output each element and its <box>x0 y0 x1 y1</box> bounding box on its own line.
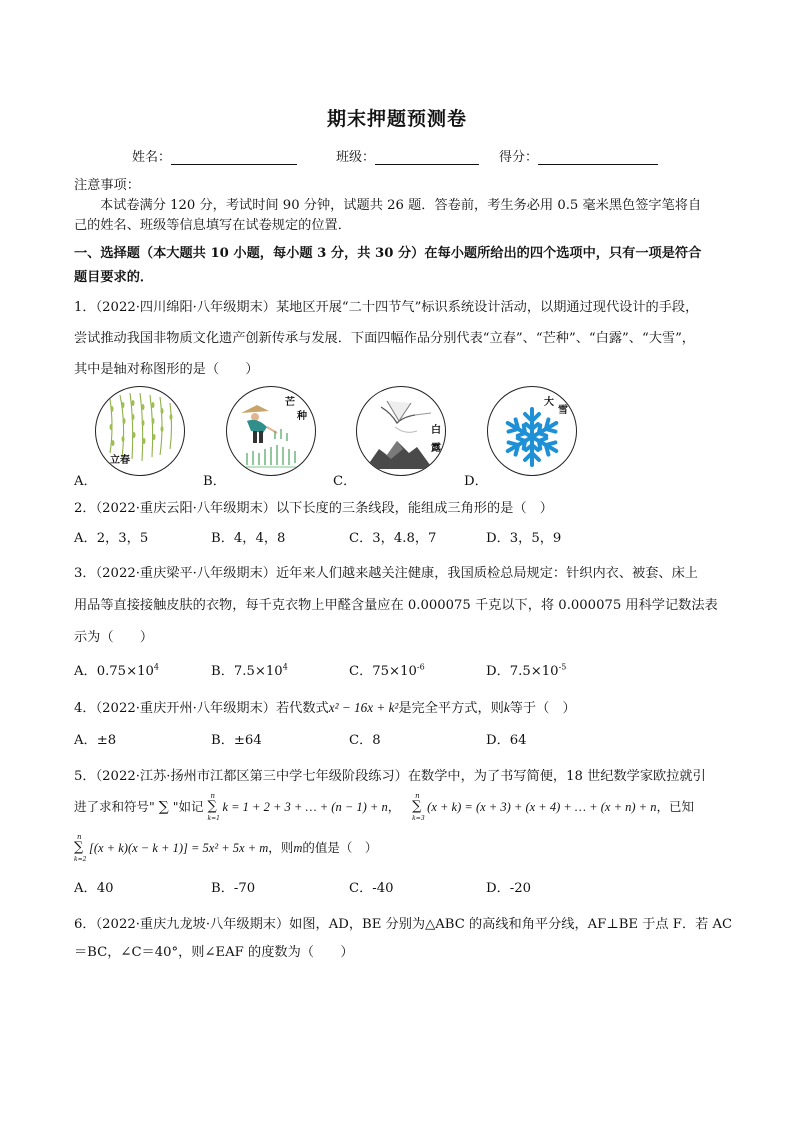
question-5-line-1: 5．（2022·江苏·扬州市江都区第三中学七年级阶段练习）在数学中，为了书写简便，18 世纪数学家欧拉就引 <box>74 769 706 784</box>
q5-expression-3: [(x + k)(x − k + 1)] = 5x² + 5x + m <box>88 841 269 855</box>
q1-option-d-label[interactable]: D． <box>464 474 488 489</box>
bailu-caption-2: 露 <box>431 443 441 454</box>
name-label: 姓名： <box>132 150 172 165</box>
question-4 <box>74 697 576 716</box>
q3-line-1: 3．（2022·重庆梁平·八年级期末）近年来人们越来越关注健康，我国质检总局规定：针织内衣、被套、床上 <box>74 566 698 581</box>
section-1-line-2: 题目要求的． <box>74 270 154 285</box>
question-6 <box>74 911 734 967</box>
q4-variable: k <box>503 700 510 715</box>
q2-option-b[interactable]: B．4，4，8 <box>211 531 286 546</box>
q4-suffix: 等于（ ） <box>509 701 576 716</box>
name-blank[interactable] <box>171 152 297 165</box>
q3-option-d[interactable]: D．$7.5\times 10^{-5}$ <box>486 662 567 679</box>
mangzhong-caption-1: 芒 <box>285 397 295 408</box>
q2-option-d[interactable]: D．3，5，9 <box>486 531 562 546</box>
name-field[interactable] <box>132 146 297 165</box>
notice-line-2: 己的姓名、班级等信息填写在试卷规定的位置． <box>74 218 351 233</box>
notice-heading: 注意事项： <box>74 178 140 193</box>
mangzhong-image <box>226 386 316 476</box>
q6-line-1: 6．（2022·重庆九龙坡·八年级期末）如图，AD，BE 分别为△ABC 的高线和角平分线，AF⊥BE 于点 F．若 AC <box>74 917 733 932</box>
q5-option-a[interactable]: A．40 <box>74 881 114 896</box>
class-label: 班级： <box>336 150 376 165</box>
q1-option-b-label[interactable]: B． <box>203 474 226 489</box>
question-5-line-3: n ∑ k=2 [(x + k)(x − k + 1)] = 5x² + 5x + m，则m的值是（ ） <box>74 832 378 863</box>
sum-k3: n ∑ k=3 <box>412 791 425 822</box>
q3-line-3: 示为（ ） <box>74 630 154 645</box>
q3-option-c[interactable]: C．$75\times 10^{-6}$ <box>349 662 425 679</box>
section-1-heading <box>74 242 734 290</box>
q1-line-3: 其中是轴对称图形的是（ ） <box>74 362 259 377</box>
class-field[interactable] <box>336 146 479 165</box>
question-3 <box>74 558 734 654</box>
sigma-symbol: ∑ <box>158 799 169 815</box>
score-blank[interactable] <box>538 152 658 165</box>
q4-option-c[interactable]: C．8 <box>349 733 381 748</box>
sum-k1: n ∑ k=1 <box>207 791 220 822</box>
question-1 <box>74 292 734 385</box>
q3-option-a[interactable]: A．$0.75\times 10^4$ <box>74 662 159 679</box>
q4-option-a[interactable]: A．±8 <box>74 733 117 748</box>
q2-option-a[interactable]: A．2，3，5 <box>74 531 149 546</box>
q2-stem: 2．（2022·重庆云阳·八年级期末）以下长度的三条线段，能组成三角形的是（ ） <box>74 501 553 516</box>
notice-line-1: 本试卷满分 120 分，考试时间 90 分钟，试题共 26 题．答卷前，考生务必用 0.5 毫米黑色签字笔将自 <box>100 198 702 213</box>
q4-prefix: 4．（2022·重庆开州·八年级期末）若代数式 <box>74 701 329 716</box>
bailu-caption-1: 白 <box>431 425 441 436</box>
question-5-line-2: 进了求和符号" ∑ "如记 n ∑ k=1 k = 1 + 2 + 3 + … + (n − 1) + n， n ∑ k=3 (x + k) = (x + 3) + (x + 4) + … + (x + n) + n，已知 <box>74 791 694 822</box>
q1-line-1: 1．（2022·四川绵阳·八年级期末）某地区开展“二十四节气”标识系统设计活动，以期通过现代设计的手段， <box>74 300 699 315</box>
farmer-icon <box>227 387 315 475</box>
notice-block <box>74 176 734 236</box>
daxue-caption-1: 大 <box>544 397 554 408</box>
q3-line-2: 用品等直接接触皮肤的衣物，每千克衣物上甲醛含量应在 0.000075 千克以下，将 0.000075 用科学记数法表 <box>74 598 718 613</box>
lichun-caption: 立春 <box>110 455 130 466</box>
q1-option-c-label[interactable]: C． <box>333 474 357 489</box>
q6-line-2: ＝BC，∠C＝40°，则∠EAF 的度数为（ ） <box>74 945 354 960</box>
class-blank[interactable] <box>375 152 479 165</box>
lichun-image <box>95 386 185 476</box>
q2-option-c[interactable]: C．3，4.8，7 <box>349 531 437 546</box>
q5-option-b[interactable]: B．-70 <box>211 881 256 896</box>
page-title: 期末押题预测卷 <box>326 108 467 130</box>
q5-expression-2: (x + k) = (x + 3) + (x + 4) + … + (x + n) + n <box>427 800 657 814</box>
q5-option-d[interactable]: D．-20 <box>486 881 531 896</box>
section-1-line-1: 一、选择题（本大题共 10 小题，每小题 3 分，共 30 分）在每小题所给出的四个选项中，只有一项是符合 <box>74 246 702 261</box>
q4-option-d[interactable]: D．64 <box>486 733 527 748</box>
q4-option-b[interactable]: B．±64 <box>211 733 262 748</box>
mangzhong-caption-2: 种 <box>297 411 307 422</box>
sum-k2: n ∑ k=2 <box>74 832 87 863</box>
daxue-image <box>487 386 577 476</box>
q5-option-c[interactable]: C．-40 <box>349 881 394 896</box>
q1-line-2: 尝试推动我国非物质文化遗产创新传承与发展．下面四幅作品分别代表“立春”、“芒种”、“白露”、“大雪”， <box>74 331 695 346</box>
q3-option-b[interactable]: B．$7.5\times 10^4$ <box>211 662 288 679</box>
bailu-image <box>356 386 446 476</box>
daxue-caption-2: 雪 <box>558 405 568 416</box>
question-2 <box>74 497 553 516</box>
q4-expression: x² − 16x + k² <box>328 700 399 715</box>
score-field[interactable] <box>499 146 658 165</box>
q5-expression-1: k = 1 + 2 + 3 + … + (n − 1) + n <box>222 800 388 814</box>
q4-middle: 是完全平方式，则 <box>398 701 504 716</box>
q1-option-a-label[interactable]: A． <box>74 474 97 489</box>
score-label: 得分： <box>499 150 539 165</box>
